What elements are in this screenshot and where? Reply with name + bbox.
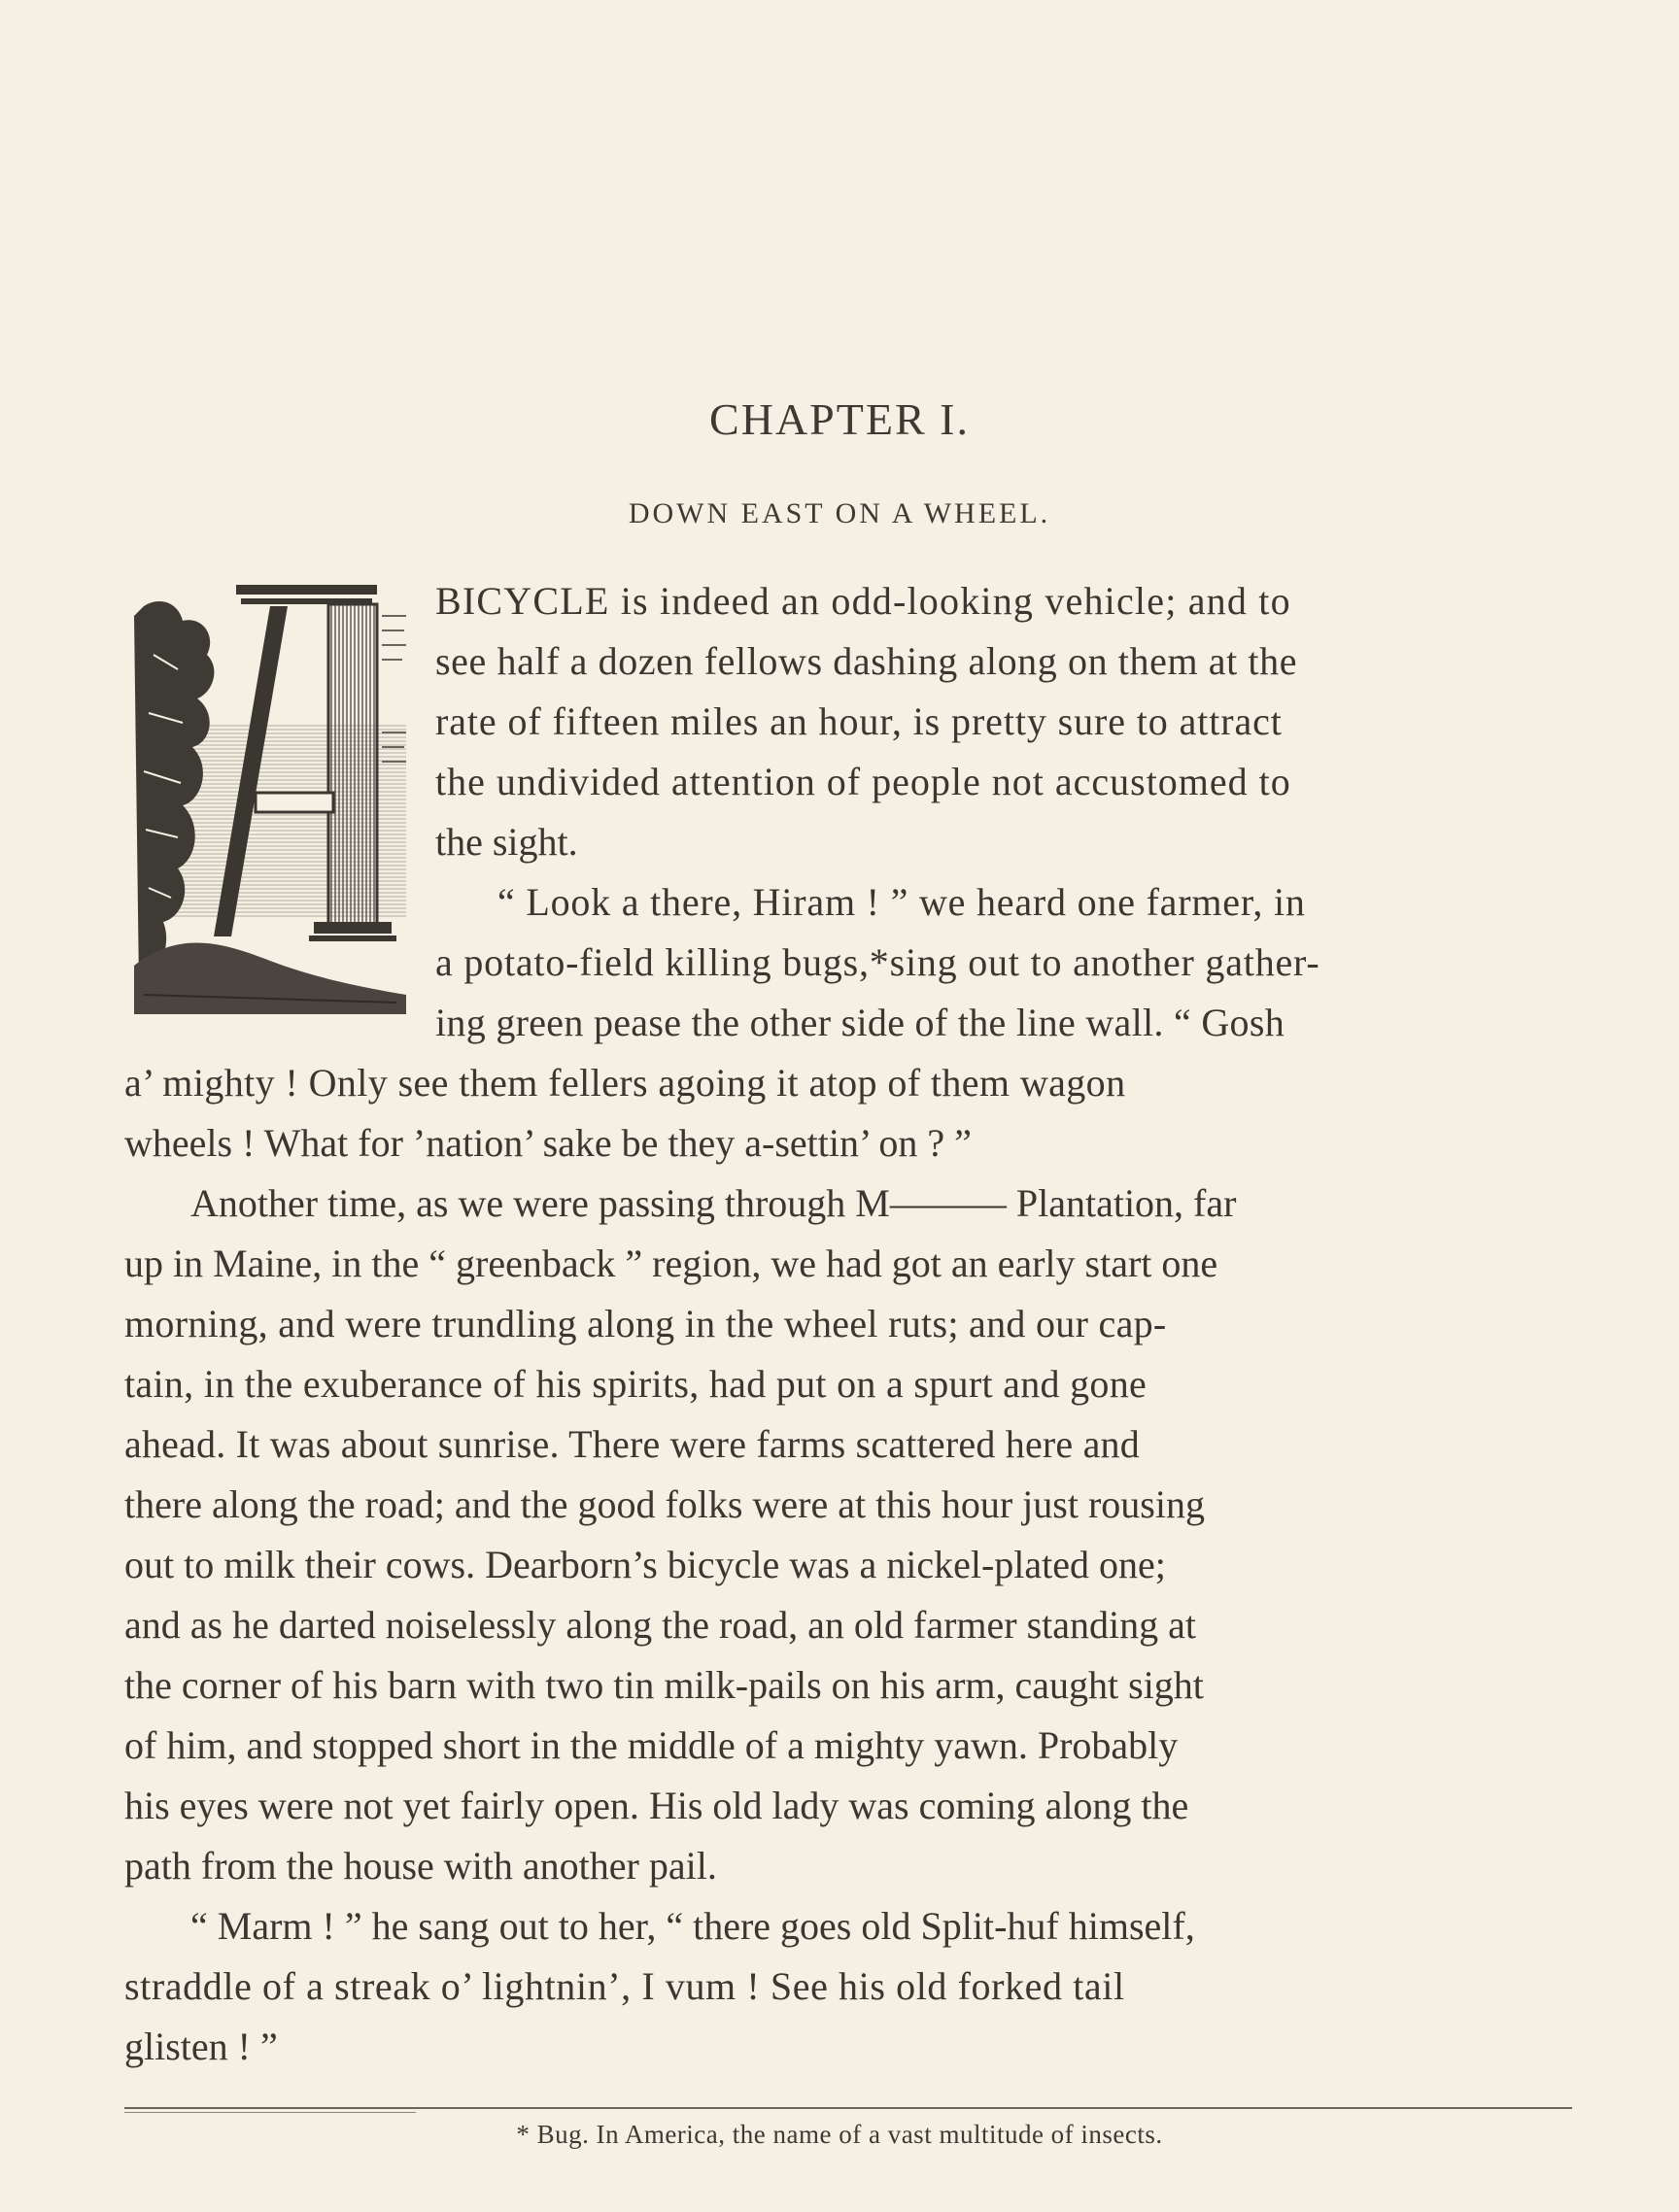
body-line: “ Look a there, Hiram ! ” we heard one farmer, in <box>497 880 1306 924</box>
footnote-divider-short <box>124 2112 416 2113</box>
body-line: “ Marm ! ” he sang out to her, “ there goes old Split-huf himself, <box>190 1904 1195 1948</box>
body-line: a potato-field killing bugs,*sing out to another gather- <box>435 940 1320 984</box>
footnote-divider <box>124 2107 1572 2109</box>
body-line: morning, and were trundling along in the wheel ruts; and our cap- <box>124 1302 1167 1345</box>
chapter-title: CHAPTER I. <box>709 394 970 444</box>
body-line: rate of fifteen miles an hour, is pretty sure to attract <box>435 699 1283 743</box>
body-line: ahead. It was about sunrise. There were farms scattered here and <box>124 1422 1140 1466</box>
body-line: the sight. <box>435 820 578 864</box>
body-line: and as he darted noiselessly along the road, an old farmer standing at <box>124 1603 1196 1647</box>
body-line: out to milk their cows. Dearborn’s bicycle was a nickel-plated one; <box>124 1543 1166 1586</box>
body-line: there along the road; and the good folks were at this hour just rousing <box>124 1482 1205 1526</box>
body-line: see half a dozen fellows dashing along on them at the <box>435 639 1298 683</box>
body-line: the corner of his barn with two tin milk-pails on his arm, caught sight <box>124 1663 1204 1707</box>
body-line: path from the house with another pail. <box>124 1844 717 1888</box>
body-line: wheels ! What for ’nation’ sake be they a-settin’ on ? ” <box>124 1121 972 1165</box>
body-line: glisten ! ” <box>124 2025 278 2068</box>
body-line: the undivided attention of people not accustomed to <box>435 760 1291 803</box>
body-line: BICYCLE is indeed an odd-looking vehicle; and to <box>435 579 1291 623</box>
dropcap-illustration <box>124 577 411 1026</box>
body-line: of him, and stopped short in the middle of a mighty yawn. Probably <box>124 1723 1179 1767</box>
body-line: tain, in the exuberance of his spirits, had put on a spurt and gone <box>124 1362 1148 1406</box>
body-line: straddle of a streak o’ lightnin’, I vum ! See his old forked tail <box>124 1964 1125 2008</box>
body-line: a’ mighty ! Only see them fellers agoing it atop of them wagon <box>124 1061 1126 1105</box>
body-line: his eyes were not yet fairly open. His old lady was coming along the <box>124 1784 1189 1827</box>
chapter-subtitle: DOWN EAST ON A WHEEL. <box>628 497 1051 529</box>
body-line: up in Maine, in the “ greenback ” region, we had got an early start one <box>124 1242 1218 1285</box>
footnote: * Bug. In America, the name of a vast multitude of insects. <box>516 2120 1163 2149</box>
body-line: ing green pease the other side of the line wall. “ Gosh <box>435 1001 1285 1044</box>
body-line: Another time, as we were passing through M——— Plantation, far <box>190 1181 1237 1225</box>
